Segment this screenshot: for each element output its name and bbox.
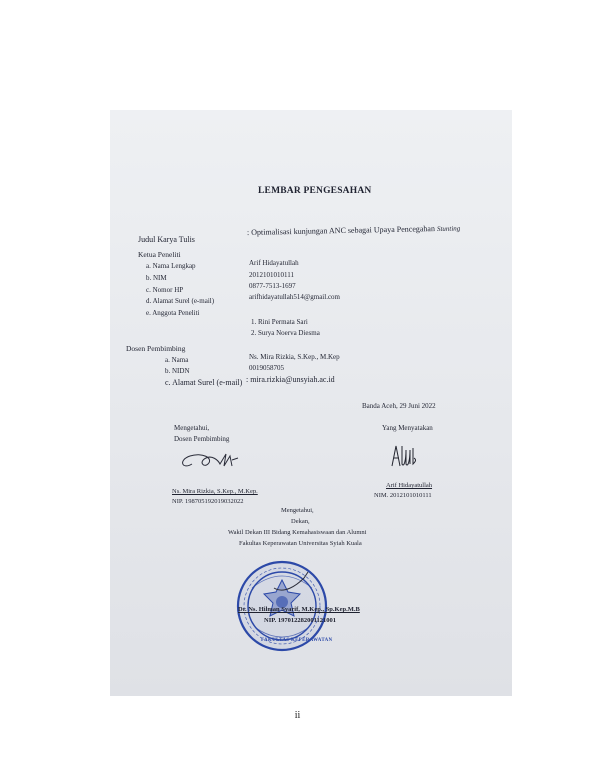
wakil-dekan: Wakil Dekan III Bidang Kemahasiswaan dan Alumni <box>228 529 367 536</box>
dosen-pembimbing-caption: Dosen Pembimbing <box>174 435 230 443</box>
dosen-row-label: b. NIDN <box>165 367 190 375</box>
anggota-item: 2. Surya Noerva Diesma <box>251 329 320 337</box>
ketua-row-label: a. Nama Lengkap <box>146 262 196 270</box>
ketua-row-label: b. NIM <box>146 274 167 282</box>
dosen-row-value: Ns. Mira Rizkia, S.Kep., M.Kep <box>249 353 340 361</box>
dosen-row-value: 0019058705 <box>249 364 284 372</box>
scanned-document <box>110 110 512 696</box>
ketua-label: Ketua Peneliti <box>138 250 181 259</box>
dean-name: Dr. Ns. Hilman Syarif, M.Kep., Sp.Kep.M.B <box>238 606 360 613</box>
mengetahui-left: Mengetahui, <box>174 424 210 432</box>
left-signatory-name: Ns. Mira Rizkia, S.Kep., M.Kep. <box>172 488 258 495</box>
place-date: Banda Aceh, 29 Juni 2022 <box>362 402 436 410</box>
ketua-row-label: c. Nomor HP <box>146 286 184 294</box>
yang-menyatakan: Yang Menyatakan <box>382 424 433 432</box>
document-title: LEMBAR PENGESAHAN <box>258 186 372 196</box>
right-signatory-name: Arif Hidayatullah <box>386 482 433 489</box>
ketua-row-value: 2012101010111 <box>249 271 294 279</box>
judul-label: Judul Karya Tulis <box>138 235 195 244</box>
ketua-row-value: 0877-7513-1697 <box>249 282 296 290</box>
judul-value-text: : Optimalisasi kunjungan ANC sebagai Upaya Pencegahan <box>246 224 436 237</box>
dosen-row-label: c. Alamat Surel (e-mail) <box>165 378 243 387</box>
ketua-row-value: Arif Hidayatullah <box>249 259 299 267</box>
fakultas: Fakultas Keperawatan Universitas Syiah Kuala <box>239 540 362 547</box>
anggota-item: 1. Rini Permata Sari <box>251 318 308 326</box>
right-signatory-nim: NIM. 2012101010111 <box>374 492 432 499</box>
mengetahui-center: Mengetahui, <box>281 507 314 514</box>
judul-value-italic: Stunting <box>436 224 461 234</box>
ketua-row-label: d. Alamat Surel (e-mail) <box>146 297 215 305</box>
dosen-row-value: : mira.rizkia@unsyiah.ac.id <box>246 375 335 384</box>
dekan-label: Dekan, <box>291 518 310 525</box>
left-signatory-nip: NIP. 198705192019032022 <box>172 498 244 505</box>
stamp-text: FAKULTAS KEPERAWATAN <box>261 638 333 643</box>
judul-value <box>247 224 460 237</box>
ketua-row-value: arifhidayatullah514@gmail.com <box>249 293 341 301</box>
dosen-row-label: a. Nama <box>165 356 189 364</box>
lecturer-signature <box>174 446 254 476</box>
ketua-row-label: e. Anggota Peneliti <box>146 309 200 317</box>
dean-nip: NIP. 197012282001121001 <box>264 617 336 624</box>
student-signature <box>386 442 420 470</box>
dosen-label: Dosen Pembimbing <box>126 344 186 353</box>
page-number: ii <box>294 710 301 721</box>
